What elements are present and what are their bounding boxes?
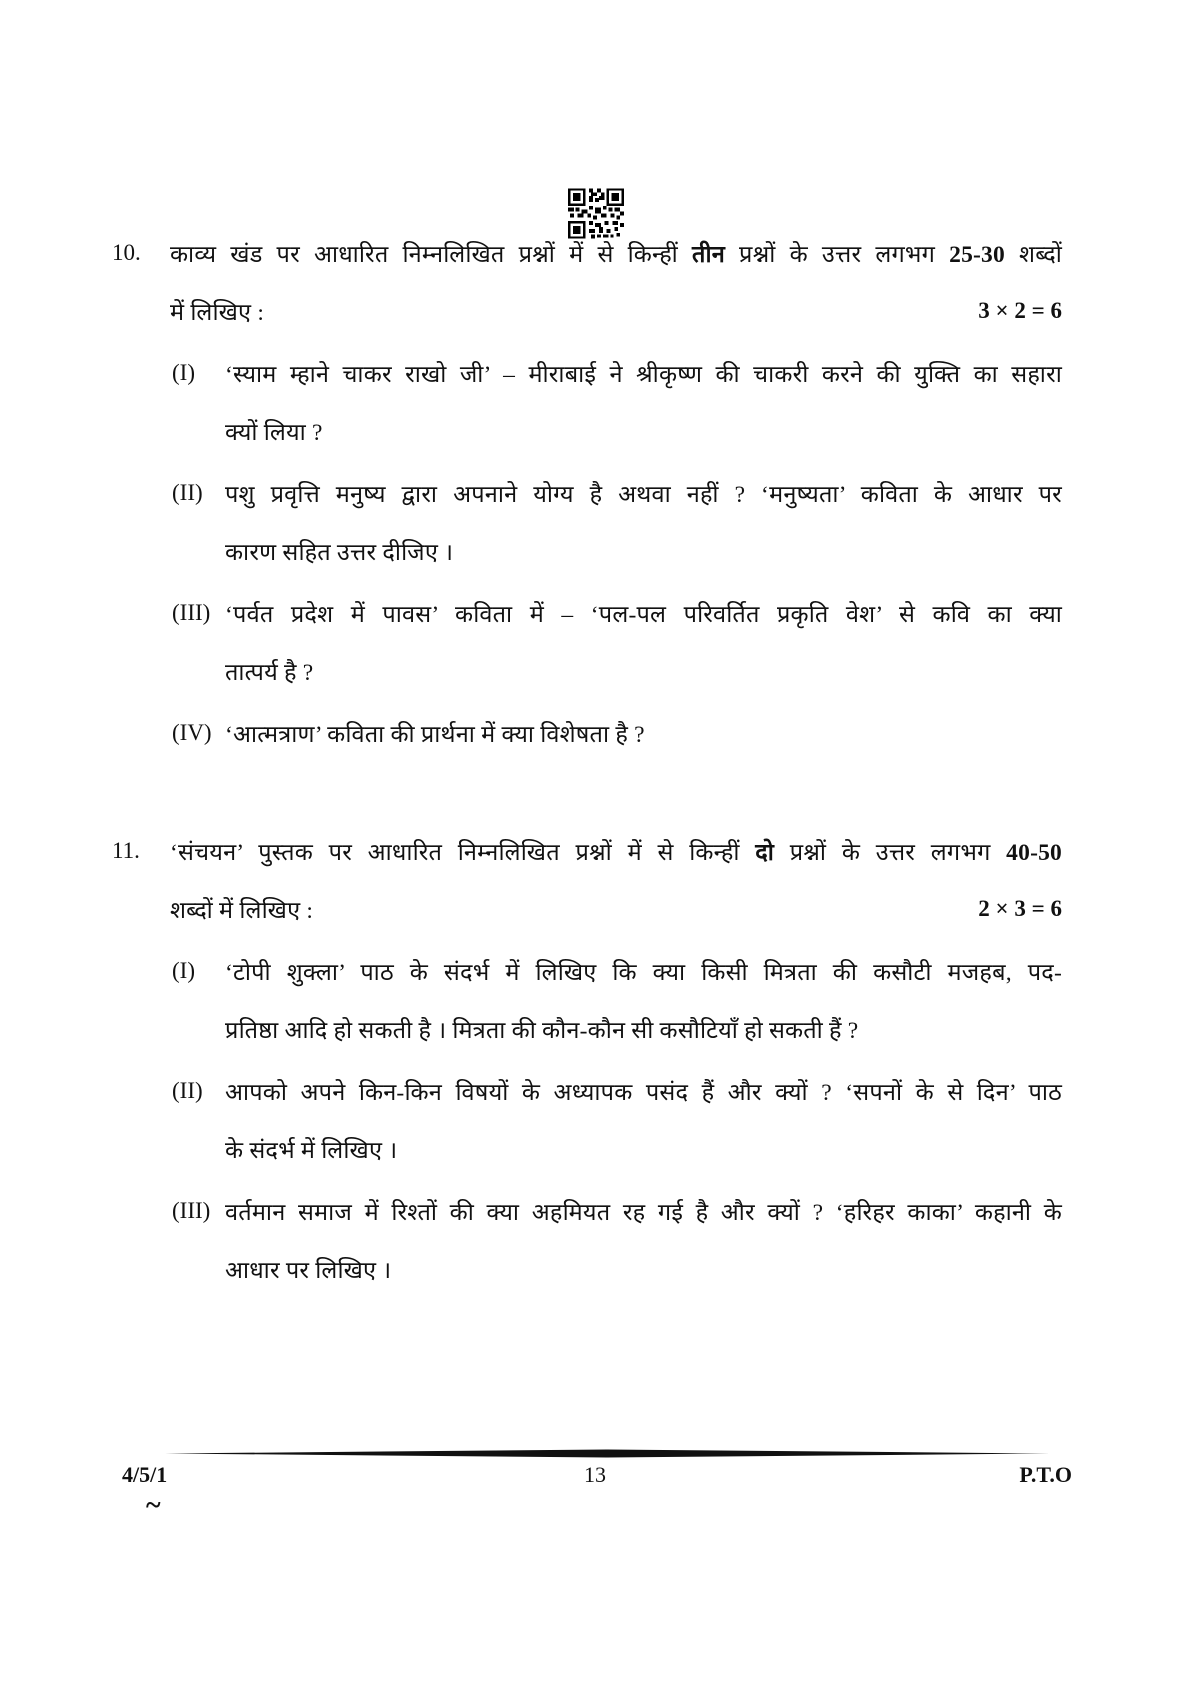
page-number: 13 [584,1462,606,1487]
sub-line: तात्पर्य है ? [225,660,314,686]
paper-code: 4/5/1 [122,1462,168,1487]
sub-line: प्रतिष्ठा आदि हो सकती है । मित्रता की कौन-कौन सी कसौटियाँ हो सकती हैं ? [225,1018,859,1044]
intro-bold-words: 40-50 [1006,840,1062,866]
question-11-intro-line2: शब्दों में लिखिए : [170,898,314,924]
footer-rule [165,1449,1050,1459]
question-10-intro-line1 [170,240,1062,270]
intro-text: प्रश्नों के उत्तर लगभग [774,840,1007,866]
qr-code [568,188,624,239]
intro-text: काव्य खंड पर आधारित निम्नलिखित प्रश्नों में से किन्हीं [170,242,693,268]
sub-marker: (IV) [172,720,212,745]
sub-line: ‘पर्वत प्रदेश में पावस’ कविता में – ‘पल-पल परिवर्तित प्रकृति वेश’ से कवि का क्या [225,602,1062,628]
question-number: 10. [112,240,141,265]
sub-line: वर्तमान समाज में रिश्तों की क्या अहमियत रह गई है और क्यों ? ‘हरिहर काका’ कहानी के [225,1200,1062,1226]
sub-line: ‘टोपी शुक्ला’ पाठ के संदर्भ में लिखिए कि क्या किसी मित्रता की कसौटी मजहब, पद- [225,960,1062,986]
question-10-marks: 3 × 2 = 6 [978,298,1062,323]
question-11-intro-line1 [170,838,1062,868]
sub-line: आधार पर लिखिए । [225,1258,392,1284]
intro-text: ‘संचयन’ पुस्तक पर आधारित निम्नलिखित प्रश्नों में से किन्हीं [170,840,756,866]
tilde-mark: ~ [146,1490,161,1521]
intro-bold-count: दो [755,840,775,866]
sub-marker: (III) [172,1198,211,1223]
sub-line: आपको अपने किन-किन विषयों के अध्यापक पसंद हैं और क्यों ? ‘सपनों के से दिन’ पाठ [225,1080,1062,1106]
question-11-marks: 2 × 3 = 6 [978,896,1062,921]
sub-marker: (I) [172,958,195,983]
sub-marker: (II) [172,480,203,505]
sub-line: कारण सहित उत्तर दीजिए । [225,540,454,566]
sub-line: ‘आत्मत्राण’ कविता की प्रार्थना में क्या विशेषता है ? [225,722,645,748]
sub-line: पशु प्रवृत्ति मनुष्य द्वारा अपनाने योग्य है अथवा नहीं ? ‘मनुष्यता’ कविता के आधार पर [225,482,1062,508]
sub-marker: (III) [172,600,211,625]
sub-line: के संदर्भ में लिखिए । [225,1138,398,1164]
intro-text: शब्दों [1004,242,1062,268]
sub-marker: (I) [172,360,195,385]
question-10-intro-line2: में लिखिए : [170,300,265,326]
sub-marker: (II) [172,1078,203,1103]
intro-text: प्रश्नों के उत्तर लगभग [724,242,950,268]
question-number: 11. [112,838,140,863]
intro-bold-count: तीन [692,242,725,268]
pto-label: P.T.O [1019,1462,1072,1487]
intro-bold-words: 25-30 [949,242,1005,268]
sub-line: ‘स्याम म्हाने चाकर राखो जी’ – मीराबाई ने श्रीकृष्ण की चाकरी करने की युक्ति का सहारा [225,362,1062,388]
sub-line: क्यों लिया ? [225,420,323,446]
